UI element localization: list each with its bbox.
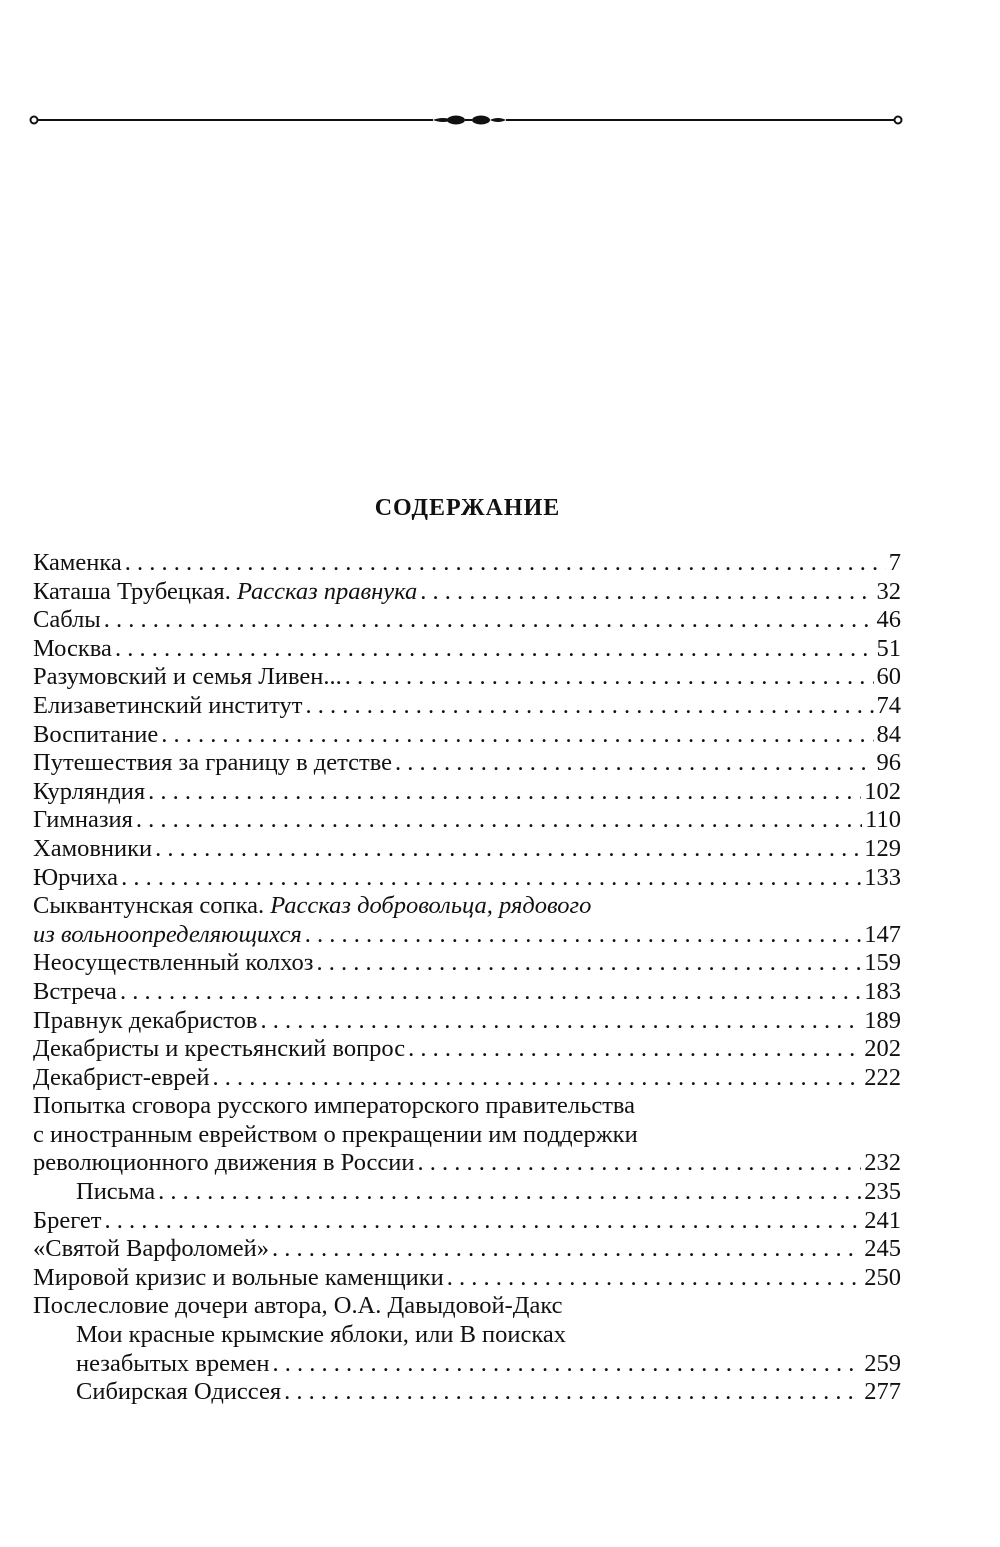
toc-entry-title	[33, 692, 302, 721]
toc-entry-title-text: Мировой кризис и вольные каменщики	[33, 1263, 444, 1291]
toc-entry-title	[33, 635, 112, 664]
toc-entry	[33, 864, 901, 893]
toc-entry-title-text: Саблы	[33, 606, 101, 634]
toc-entry	[33, 578, 901, 607]
toc-entry	[33, 949, 901, 978]
toc-entry-subtitle: из вольноопределяющихся	[33, 920, 302, 948]
toc-entry-title-text: Каменка	[33, 549, 122, 576]
toc-entry-title-text: с иностранным еврейством о прекращении им поддержки	[33, 1120, 638, 1148]
toc-entry-title	[33, 606, 101, 635]
toc-entry-title-text: Встреча	[33, 977, 117, 1005]
toc-page-number: 250	[864, 1263, 901, 1291]
dot-leader	[260, 1007, 861, 1036]
toc-entry	[33, 1292, 901, 1321]
toc-entry-title	[76, 1350, 270, 1379]
toc-entry-title	[33, 1235, 269, 1264]
toc-page-number: 159	[864, 949, 901, 977]
toc-entry-title-text: революционного движения в России	[33, 1149, 415, 1177]
toc-entry-title-text: Попытка сговора русского императорского правительства	[33, 1092, 636, 1120]
dot-leader	[155, 835, 861, 864]
dot-leader	[408, 1035, 861, 1064]
decorative-rule-ornament	[28, 108, 908, 132]
dot-leader	[121, 864, 861, 893]
toc-entry-title-text: незабытых времен	[76, 1349, 270, 1377]
toc-page-number: 245	[864, 1235, 901, 1263]
toc-entry-title-text: Декабристы и крестьянский вопрос	[33, 1035, 406, 1063]
toc-entry-title	[33, 835, 152, 864]
toc-page-number: 110	[865, 806, 901, 834]
dot-leader	[120, 978, 861, 1007]
toc-entry	[33, 1178, 901, 1207]
toc-page-number: 241	[864, 1206, 901, 1234]
toc-entry-title-text: Елизаветинский институт	[33, 691, 303, 719]
dot-leader	[272, 1235, 861, 1264]
toc-entry-title-text: Мои красные крымские яблоки, или В поисках	[76, 1321, 567, 1349]
toc-entry-title	[33, 1264, 444, 1293]
dot-leader	[305, 692, 873, 721]
toc-page-number: 7	[888, 549, 901, 576]
toc-entry	[33, 692, 901, 721]
toc-entry-title	[33, 721, 158, 750]
toc-page-number: 222	[864, 1063, 901, 1091]
toc-entry-title	[33, 549, 122, 578]
toc-entry	[33, 749, 901, 778]
toc-page-number: 202	[864, 1035, 901, 1063]
toc-entry-title-text: Неосуществленный колхоз	[33, 949, 314, 977]
toc-entry-title	[33, 921, 302, 950]
toc-entry	[33, 1350, 901, 1379]
toc-page-number: 60	[876, 663, 901, 691]
toc-page-number: 102	[864, 777, 901, 805]
toc-entry	[33, 1264, 901, 1293]
toc-page-number: 96	[876, 749, 901, 777]
dot-leader	[345, 663, 874, 692]
toc-page-number: 46	[876, 606, 901, 634]
toc-page-number: 32	[876, 577, 901, 605]
toc-page-number: 232	[864, 1149, 901, 1177]
toc-page-number: 189	[864, 1006, 901, 1034]
toc-entry-title	[33, 1207, 102, 1236]
table-of-contents	[33, 549, 901, 1407]
toc-entry-title	[33, 663, 342, 692]
dot-leader	[420, 578, 873, 607]
toc-entry-title	[33, 749, 392, 778]
toc-entry-title	[33, 864, 118, 893]
toc-entry-subtitle: Рассказ правнука	[236, 577, 418, 605]
toc-entry	[33, 663, 901, 692]
dot-leader	[158, 1178, 861, 1207]
dot-leader	[105, 1207, 862, 1236]
toc-entry-title-text: Декабрист-еврей	[33, 1063, 210, 1091]
toc-entry-title	[33, 978, 117, 1007]
toc-entry-title	[33, 1121, 638, 1150]
toc-entry	[33, 1064, 901, 1093]
toc-entry-title-text: Письма	[76, 1178, 156, 1206]
toc-entry-title-text: Юрчиха	[33, 863, 119, 891]
dot-leader	[316, 949, 861, 978]
toc-entry	[33, 921, 901, 950]
toc-entry	[33, 1035, 901, 1064]
toc-page-number: 183	[864, 977, 901, 1005]
dot-leader	[305, 921, 862, 950]
dot-leader	[418, 1149, 862, 1178]
toc-entry	[33, 1321, 901, 1350]
toc-entry	[33, 978, 901, 1007]
toc-entry-title-text: Правнук декабристов	[33, 1006, 258, 1034]
toc-entry-title	[76, 1178, 155, 1207]
toc-entry-title-text: Воспитание	[33, 720, 159, 748]
toc-entry	[33, 606, 901, 635]
toc-entry	[33, 721, 901, 750]
dot-leader	[136, 806, 862, 835]
toc-entry-title	[33, 949, 313, 978]
toc-entry-title	[33, 1292, 563, 1321]
toc-entry	[33, 549, 901, 578]
toc-page-number: 129	[864, 834, 901, 862]
toc-entry	[33, 778, 901, 807]
dot-leader	[284, 1378, 861, 1407]
dot-leader	[213, 1064, 862, 1093]
toc-entry	[33, 1007, 901, 1036]
dot-leader	[447, 1264, 861, 1293]
toc-page-number: 133	[864, 863, 901, 891]
toc-page-number: 51	[876, 634, 901, 662]
toc-entry	[33, 635, 901, 664]
toc-entry-title	[33, 1149, 415, 1178]
toc-page-number: 277	[864, 1378, 901, 1406]
dot-leader	[104, 606, 874, 635]
toc-entry-title-text: Хамовники	[33, 834, 153, 862]
toc-entry-title-text: «Святой Варфоломей»	[33, 1235, 269, 1263]
toc-entry	[33, 1207, 901, 1236]
toc-entry-title-text: Брегет	[33, 1206, 102, 1234]
toc-entry-title-text: Послесловие дочери автора, О.А. Давыдовой-Дакс	[33, 1292, 563, 1320]
toc-page-number: 259	[864, 1349, 901, 1377]
toc-page-number: 147	[864, 920, 901, 948]
toc-entry-title-text: Гимназия	[33, 806, 133, 834]
toc-page-number: 74	[876, 691, 901, 719]
toc-entry-title-text: Каташа Трубецкая.	[33, 577, 231, 605]
toc-entry	[33, 892, 901, 921]
toc-entry-title	[76, 1321, 566, 1350]
dot-leader	[115, 635, 874, 664]
toc-entry-title-text: Курляндия	[33, 777, 146, 805]
dot-leader	[273, 1350, 862, 1379]
toc-entry-title-text: Сыквантунская сопка.	[33, 892, 265, 920]
dot-leader	[395, 749, 873, 778]
toc-entry	[33, 806, 901, 835]
toc-entry-title	[76, 1378, 281, 1407]
toc-entry	[33, 1378, 901, 1407]
toc-entry-title	[33, 578, 417, 607]
toc-entry	[33, 1092, 901, 1121]
toc-entry-subtitle: Рассказ добровольца, рядового	[270, 892, 592, 920]
dot-leader	[161, 721, 873, 750]
toc-entry	[33, 835, 901, 864]
toc-entry-title-text: Москва	[33, 634, 112, 662]
toc-entry-title-text: Разумовский и семья Ливен...	[33, 663, 342, 691]
toc-page-number: 235	[864, 1178, 901, 1206]
toc-entry-title	[33, 1007, 257, 1036]
toc-entry-title	[33, 1092, 635, 1121]
toc-entry-title	[33, 806, 133, 835]
toc-entry	[33, 1149, 901, 1178]
toc-entry-title	[33, 1035, 405, 1064]
toc-entry-title-text: Сибирская Одиссея	[76, 1378, 282, 1406]
dot-leader	[125, 549, 886, 578]
toc-page-number: 84	[876, 720, 901, 748]
toc-entry-title	[33, 778, 145, 807]
page-title: СОДЕРЖАНИЕ	[374, 495, 561, 521]
toc-entry	[33, 1235, 901, 1264]
toc-entry-title	[33, 1064, 210, 1093]
dot-leader	[148, 778, 861, 807]
toc-entry-title	[33, 892, 591, 921]
toc-entry	[33, 1121, 901, 1150]
toc-entry-title-text: Путешествия за границу в детстве	[33, 749, 393, 777]
